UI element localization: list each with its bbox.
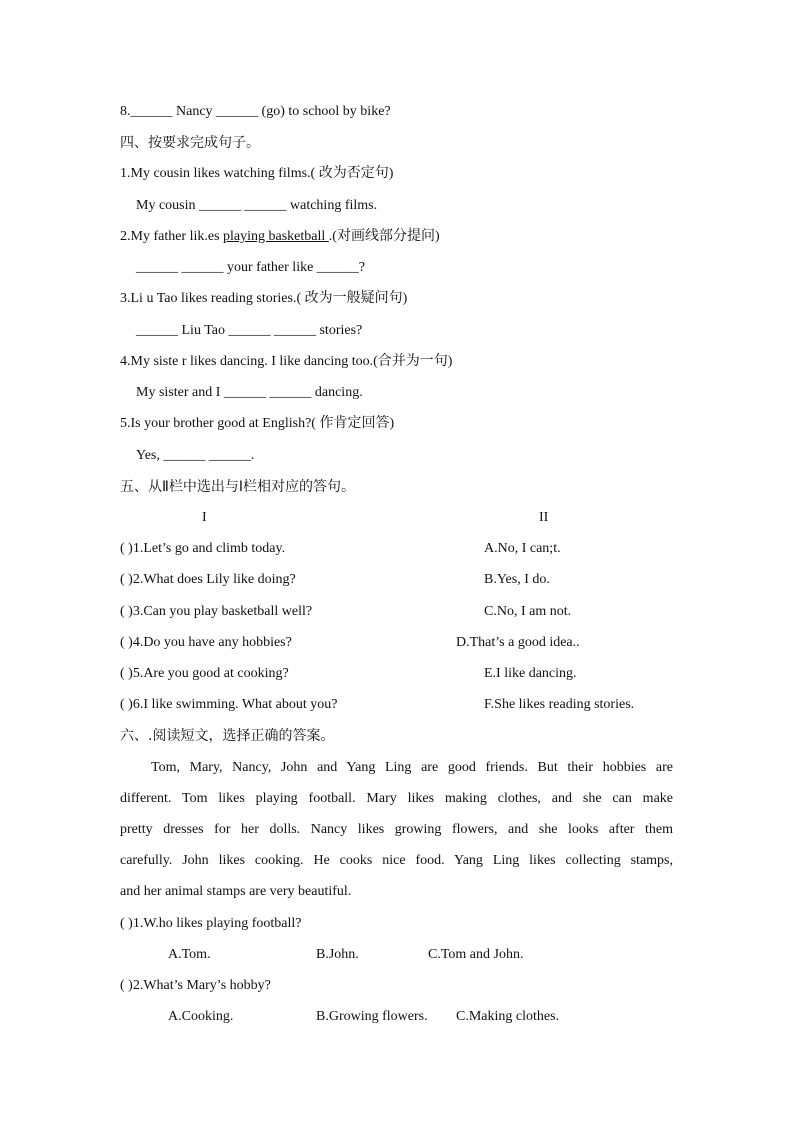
s4-q1-prompt: 1.My cousin likes watching films.( 改为否定句): [120, 166, 394, 181]
match-answer-c: C.No, I am not.: [484, 604, 572, 619]
s4-q2-prompt: [120, 228, 440, 246]
match-question-1: ( )1.Let’s go and climb today.: [120, 541, 286, 556]
section-4-heading: 四、按要求完成句子。: [120, 135, 260, 151]
s4-q3-answer: ______ Liu Tao ______ ______ stories?: [136, 323, 363, 338]
passage-line-3: pretty dresses for her dolls. Nancy likes growing flowers, and she looks after them: [120, 822, 673, 837]
s4-q5-prompt: 5.Is your brother good at English?( 作肯定回答): [120, 416, 395, 431]
match-answer-b: B.Yes, I do.: [484, 572, 550, 587]
match-question-4: ( )4.Do you have any hobbies?: [120, 635, 292, 650]
match-question-5: ( )5.Are you good at cooking?: [120, 666, 289, 681]
passage-line-1: Tom, Mary, Nancy, John and Yang Ling are good friends. But their hobbies are: [151, 760, 673, 775]
reading-q2-option-c: C.Making clothes.: [456, 1009, 560, 1024]
s4-q4-prompt: 4.My siste r likes dancing. I like dancing too.(合并为一句): [120, 354, 453, 369]
s4-q2-answer: ______ ______ your father like ______?: [136, 260, 366, 275]
reading-question-2: ( )2.What’s Mary’s hobby?: [120, 978, 271, 993]
s4-q1-answer: My cousin ______ ______ watching films.: [136, 198, 378, 213]
s4-q5-answer: Yes, ______ ______.: [136, 448, 255, 463]
passage-line-4: carefully. John likes cooking. He cooks nice food. Yang Ling likes collecting stamps,: [120, 853, 673, 868]
s4-q3-prompt: 3.Li u Tao likes reading stories.( 改为一般疑问句): [120, 291, 408, 306]
section-5-heading: 五、从Ⅱ栏中选出与Ⅰ栏相对应的答句。: [120, 479, 356, 495]
column-2-label: II: [539, 510, 549, 525]
section-6-heading: 六、.阅读短文，选择正确的答案。: [120, 728, 335, 744]
passage-line-5: and her animal stamps are very beautiful.: [120, 884, 352, 899]
s4-q2-prompt-post: .(对画线部分提问): [328, 229, 440, 244]
column-1-label: I: [202, 510, 207, 525]
reading-q1-option-a: A.Tom.: [168, 947, 211, 962]
question-8: 8.______ Nancy ______ (go) to school by bike?: [120, 104, 391, 119]
match-answer-f: F.She likes reading stories.: [484, 697, 635, 712]
reading-q1-option-b: B.John.: [316, 947, 359, 962]
s4-q4-answer: My sister and I ______ ______ dancing.: [136, 385, 363, 400]
reading-q2-option-a: A.Cooking.: [168, 1009, 234, 1024]
match-question-2: ( )2.What does Lily like doing?: [120, 572, 296, 587]
s4-q2-prompt-pre: 2.My father lik.es: [120, 229, 224, 244]
match-answer-a: A.No, I can;t.: [484, 541, 561, 556]
passage-line-2: different. Tom likes playing football. Mary likes making clothes, and she can make: [120, 791, 673, 806]
match-answer-e: E.I like dancing.: [484, 666, 577, 681]
s4-q2-underlined-part: playing basketball: [223, 229, 329, 244]
match-question-6: ( )6.I like swimming. What about you?: [120, 697, 338, 712]
match-answer-d: D.That’s a good idea..: [456, 635, 580, 650]
match-question-3: ( )3.Can you play basketball well?: [120, 604, 313, 619]
reading-q2-option-b: B.Growing flowers.: [316, 1009, 428, 1024]
reading-question-1: ( )1.W.ho likes playing football?: [120, 916, 302, 931]
reading-q1-option-c: C.Tom and John.: [428, 947, 524, 962]
